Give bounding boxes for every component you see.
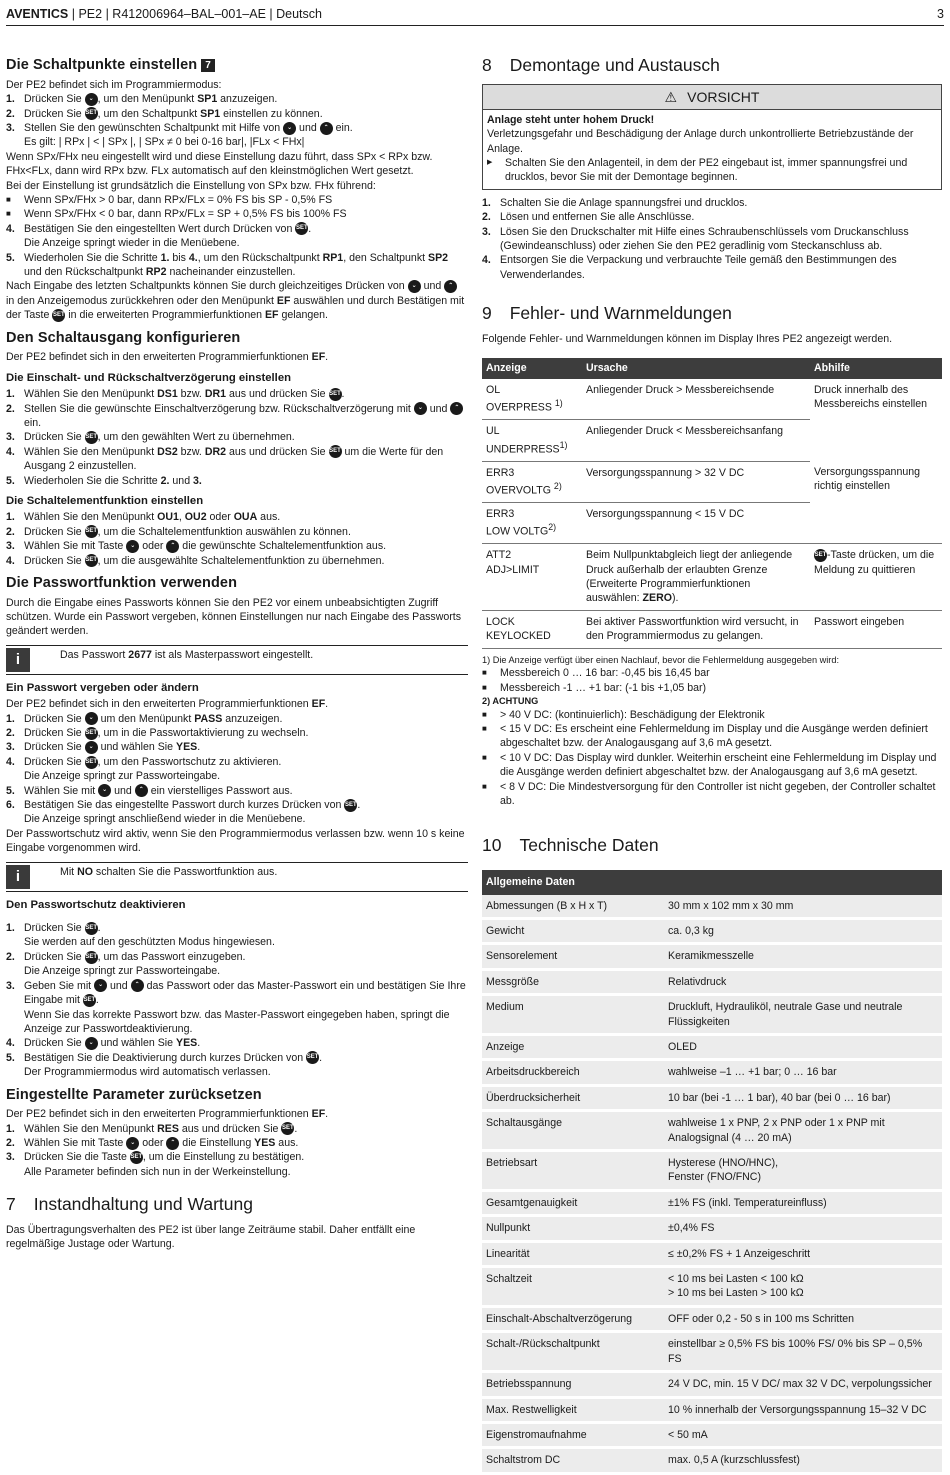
spec-label: Sensorelement xyxy=(482,944,664,969)
list-sub-text: Es gilt: | RPx | < | SPx |, | SPx ≠ 0 bei 0-16 bar|, |FLx < FHx| xyxy=(24,136,305,149)
list-item: 1. Wählen Sie den Menüpunkt RES aus und drücken Sie SET. xyxy=(6,1122,298,1135)
table-row: OL OVERPRESS $^{1)}$ Anliegender Druck > Messbereichsende Druck innerhalb des Messbereichs einstellen xyxy=(482,379,942,420)
chevron-up-icon: ⌃ xyxy=(166,1137,179,1150)
set-icon: SET xyxy=(281,1122,294,1135)
spec-value: 10 bar (bei -1 … 1 bar), 40 bar (bei 0 … 16 bar) xyxy=(664,1085,942,1110)
list-item: 2. Drücken Sie SET, um den Schaltpunkt SP1 einstellen zu können. xyxy=(6,107,323,120)
table-row xyxy=(482,1448,942,1473)
list-sub-text: Der Programmiermodus wird automatisch verlassen. xyxy=(24,1066,271,1079)
list-item: 1. Wählen Sie den Menüpunkt OU1, OU2 oder OUA aus. xyxy=(6,511,281,524)
table-row: LOCK KEYLOCKED Bei aktiver Passwortfunktion wird versucht, in den Programmiermodus zu gelangen. Passwort eingeben xyxy=(482,610,942,648)
list-item: 3. Drücken Sie SET, um den gewählten Wert zu übernehmen. xyxy=(6,431,295,444)
header-doc-info xyxy=(6,6,322,23)
chevron-down-icon: ⌄ xyxy=(85,741,98,754)
spec-value: 30 mm x 102 mm x 30 mm xyxy=(664,895,942,919)
chapter-heading: 9 Fehler- und Warnmeldungen xyxy=(482,303,732,324)
paragraph: Der PE2 befindet sich in den erweiterten Programmierfunktionen EF. xyxy=(6,1108,329,1121)
spec-label: Abmessungen (B x H x T) xyxy=(482,895,664,919)
paragraph: Wenn SPx/FHx neu eingestellt wird und diese Einstellung dazu führt, dass SPx < RPx bzw. FHx<FLx, dann wird RPx bzw. FLx automatisch auf den kleinstmöglichen Wert gesetzt. xyxy=(6,150,433,178)
chevron-down-icon: ⌄ xyxy=(85,712,98,725)
list-item: 4. Entsorgen Sie die Verpackung und verbrauchte Teile gemäß den Bestimmungen des Verwenderlandes. xyxy=(482,254,897,281)
list-item: 2. Stellen Sie die gewünschte Einschaltverzögerung bzw. Rückschaltverzögerung mit ⌄ und ⌃ ein. xyxy=(6,402,468,431)
list-item: 4. Wählen Sie den Menüpunkt DS2 bzw. DR2 aus und drücken Sie SET um die Werte für den Ausgang 2 einzustellen. xyxy=(6,445,444,473)
spec-label: Nullpunkt xyxy=(482,1216,664,1241)
bullet-item: ■ Wenn SPx/FHx < 0 bar, dann RPx/FLx = SP + 0,5% FS bis 100% FS xyxy=(6,208,347,221)
list-item: 2. Wählen Sie mit Taste ⌄ oder ⌃ die Einstellung YES aus. xyxy=(6,1137,299,1150)
table-row xyxy=(482,1372,942,1397)
chevron-up-icon: ⌃ xyxy=(135,784,148,797)
info-icon: i xyxy=(6,865,30,889)
set-icon: SET xyxy=(344,799,357,812)
spec-value: OLED xyxy=(664,1035,942,1060)
spec-value: Keramikmesszelle xyxy=(664,944,942,969)
list-sub-text: Die Anzeige springt wieder in die Menüebene. xyxy=(24,237,240,250)
chapter-heading: 7 Instandhaltung und Wartung xyxy=(6,1194,253,1215)
set-icon: SET xyxy=(85,107,98,120)
chevron-down-icon: ⌄ xyxy=(126,540,139,553)
table-row xyxy=(482,1035,942,1060)
page-header xyxy=(6,6,944,26)
list-item: 1. Drücken Sie SET. xyxy=(6,922,101,935)
list-item: 1. Drücken Sie ⌄ um den Menüpunkt PASS anzuzeigen. xyxy=(6,712,283,725)
list-item: 5. Wählen Sie mit ⌄ und ⌃ ein vierstelliges Passwort aus. xyxy=(6,784,293,797)
list-item: 4. Drücken Sie ⌄ und wählen Sie YES. xyxy=(6,1037,201,1050)
spec-value: ±0,4% FS xyxy=(664,1216,942,1241)
spec-label: Überdrucksicherheit xyxy=(482,1085,664,1110)
spec-value: ca. 0,3 kg xyxy=(664,918,942,943)
spec-value: OFF oder 0,2 - 50 s in 100 ms Schritten xyxy=(664,1306,942,1331)
table-header: Allgemeine Daten xyxy=(482,870,942,894)
paragraph: Der PE2 befindet sich im Programmiermodus: xyxy=(6,78,222,91)
info-note: i Das Passwort 2677 ist als Masterpasswort eingestellt. xyxy=(6,645,468,675)
subsection-heading: Die Schaltelementfunktion einstellen xyxy=(6,494,204,507)
left-column xyxy=(6,34,468,1252)
list-item: 3. Wählen Sie mit Taste ⌄ oder ⌃ die gewünschte Schaltelementfunktion aus. xyxy=(6,540,387,553)
spec-label: Schaltausgänge xyxy=(482,1111,664,1151)
list-item: 6. Bestätigen Sie das eingestellte Passwort durch kurzes Drücken von SET. xyxy=(6,799,361,812)
brand-name: AVENTICS xyxy=(6,7,69,21)
list-item: 4. Drücken Sie SET, um die ausgewählte Schaltelementfunktion zu übernehmen. xyxy=(6,554,385,567)
list-sub-text: Die Anzeige springt zur Passworteingabe. xyxy=(24,965,221,978)
section-heading: Eingestellte Parameter zurücksetzen xyxy=(6,1086,262,1103)
spec-label: Gewicht xyxy=(482,918,664,943)
bullet-item: ■ < 15 V DC: Es erscheint eine Fehlermeldung im Display und die Ausgänge werden definiert abgeschaltet bzw. der Analogausgang auf 3,6 mA gesetzt. xyxy=(482,722,928,750)
bullet-item: ■ Messbereich 0 … 16 bar: -0,45 bis 16,45 bar xyxy=(482,667,710,680)
table-row xyxy=(482,918,942,943)
info-note: i Mit NO schalten Sie die Passwortfunktion aus. xyxy=(6,862,468,892)
subsection-heading: Ein Passwort vergeben oder ändern xyxy=(6,681,199,694)
chevron-up-icon: ⌃ xyxy=(131,979,144,992)
footnote: 2) ACHTUNG xyxy=(482,696,539,707)
spec-label: Messgröße xyxy=(482,969,664,994)
table-row: ERR3 OVERVOLTG $^{2)}$ Versorgungsspannung > 32 V DC Versorgungsspannung richtig einstellen xyxy=(482,461,942,502)
bullet-item: ■ Wenn SPx/FHx > 0 bar, dann RPx/FLx = 0% FS bis SP - 0,5% FS xyxy=(6,193,333,206)
bullet-item: ■ < 8 V DC: Die Mindestversorgung für den Controller ist nicht gegeben, der Controller schaltet ab. xyxy=(482,780,936,807)
warning-bullet: ▶ Schalten Sie den Anlagenteil, in dem der PE2 eingebaut ist, immer spannungsfrei und drucklos, bevor Sie mit der Demontage beginnen. xyxy=(487,157,908,184)
spec-label: Gesamtgenauigkeit xyxy=(482,1190,664,1215)
spec-label: Schaltzeit xyxy=(482,1267,664,1307)
paragraph: Der PE2 befindet sich in den erweiterten Programmierfunktionen EF. xyxy=(6,698,329,711)
list-item: 1. Wählen Sie den Menüpunkt DS1 bzw. DR1 aus und drücken Sie SET. xyxy=(6,388,345,401)
list-item: 3. Drücken Sie ⌄ und wählen Sie YES. xyxy=(6,741,201,754)
chevron-up-icon: ⌃ xyxy=(320,122,333,135)
table-header: Abhilfe xyxy=(810,358,942,378)
bullet-item: ■ > 40 V DC: (kontinuierlich): Beschädigung der Elektronik xyxy=(482,708,765,721)
list-item: 3. Geben Sie mit ⌄ und ⌃ das Passwort oder das Master-Passwort ein und bestätigen Sie Ihre Eingabe mit SET. xyxy=(6,979,466,1007)
chevron-down-icon: ⌄ xyxy=(94,979,107,992)
list-item: 2. Drücken Sie SET, um das Passwort einzugeben. xyxy=(6,950,246,963)
list-item: 5. Bestätigen Sie die Deaktivierung durch kurzes Drücken von SET. xyxy=(6,1051,323,1064)
spec-label: Einschalt-Abschaltverzögerung xyxy=(482,1306,664,1331)
spec-value: ≤ ±0,2% FS + 1 Anzeigeschritt xyxy=(664,1241,942,1266)
list-sub-text: Die Anzeige springt zur Passworteingabe. xyxy=(24,770,221,783)
table-row: ERR3 LOW VOLTG$^{2)}$ Versorgungsspannung < 15 V DC xyxy=(482,502,942,543)
paragraph: Der PE2 befindet sich in den erweiterten Programmierfunktionen EF. xyxy=(6,351,329,364)
table-row xyxy=(482,944,942,969)
spec-value: < 10 ms bei Lasten < 100 kΩ > 10 ms bei Lasten > 100 kΩ xyxy=(664,1267,942,1307)
spec-label: Schalt-/Rückschaltpunkt xyxy=(482,1332,664,1372)
section-heading: Die Schaltpunkte einstellen 7 xyxy=(6,56,468,76)
list-sub-text: Sie werden auf den geschützten Modus hingewiesen. xyxy=(24,936,275,949)
set-icon: SET xyxy=(295,222,308,235)
set-icon: SET xyxy=(130,1151,143,1164)
page-number: 3 xyxy=(937,7,944,21)
error-table xyxy=(482,358,942,648)
set-icon: SET xyxy=(814,549,827,562)
set-icon: SET xyxy=(85,922,98,935)
spec-label: Arbeitsdruckbereich xyxy=(482,1060,664,1085)
table-header: Ursache xyxy=(582,358,810,378)
spec-label: Eigenstromaufnahme xyxy=(482,1422,664,1447)
doc-reference: | PE2 | R412006964–BAL–001–AE | Deutsch xyxy=(68,7,322,21)
paragraph: Der Passwortschutz wird aktiv, wenn Sie den Programmiermodus verlassen bzw. wenn 10 s keine Eingabe vorgenommen wird. xyxy=(6,827,465,855)
list-item: 3. Lösen Sie den Druckschalter mit Hilfe eines Schraubenschlüssels vom Druckanschluss (Gewindeanschluss) oder ziehen Sie den PE2 geradlinig vom Steckanschluss ab. xyxy=(482,225,909,253)
table-row xyxy=(482,1332,942,1372)
table-row xyxy=(482,1306,942,1331)
set-icon: SET xyxy=(85,756,98,769)
table-row xyxy=(482,1267,942,1307)
table-row xyxy=(482,1422,942,1447)
spec-label: Max. Restwelligkeit xyxy=(482,1397,664,1422)
section-heading: Die Passwortfunktion verwenden xyxy=(6,574,238,591)
table-row xyxy=(482,1216,942,1241)
paragraph: Bei der Einstellung ist grundsätzlich die Einstellung von SPx bzw. FHx führend: xyxy=(6,179,376,192)
spec-value: wahlweise 1 x PNP, 2 x PNP oder 1 x PNP mit Analogsignal (4 … 20 mA) xyxy=(664,1111,942,1151)
list-item: 2. Drücken Sie SET, um die Schaltelementfunktion auswählen zu können. xyxy=(6,525,351,538)
list-sub-text: Wenn Sie das korrekte Passwort bzw. das Master-Passwort eingegeben haben, springt die Anzeige zur Passwortdeaktivierung. xyxy=(24,1008,450,1035)
bullet-item: ■ Messbereich -1 … +1 bar: (-1 bis +1,05 bar) xyxy=(482,681,707,694)
spec-label: Anzeige xyxy=(482,1035,664,1060)
table-row xyxy=(482,1190,942,1215)
subsection-heading: Den Passwortschutz deaktivieren xyxy=(6,898,186,911)
table-row: ATT2 ADJ>LIMIT Beim Nullpunktabgleich liegt der anliegende Druck außerhalb der erlaubten Grenze (Erweiterte Programmierfunktionen auswählen: ZERO). SET-Taste drücken, um die Meldung zu quittieren xyxy=(482,544,942,611)
spec-value: 10 % innerhalb der Versorgungsspannung 15–32 V DC xyxy=(664,1397,942,1422)
chevron-up-icon: ⌃ xyxy=(166,540,179,553)
set-icon: SET xyxy=(83,994,96,1007)
spec-value: Hysterese (HNO/HNC), Fenster (FNO/FNC) xyxy=(664,1151,942,1191)
set-icon: SET xyxy=(85,431,98,444)
subsection-heading: Die Einschalt- und Rückschaltverzögerung einstellen xyxy=(6,371,291,384)
spec-label: Linearität xyxy=(482,1241,664,1266)
table-row xyxy=(482,969,942,994)
table-row xyxy=(482,1111,942,1151)
table-row xyxy=(482,1241,942,1266)
figure-badge: 7 xyxy=(201,59,215,72)
table-row xyxy=(482,995,942,1035)
chevron-down-icon: ⌄ xyxy=(85,93,98,106)
chevron-down-icon: ⌄ xyxy=(98,784,111,797)
chevron-down-icon: ⌄ xyxy=(414,402,427,415)
set-icon: SET xyxy=(85,525,98,538)
paragraph: Folgende Fehler- und Warnmeldungen können im Display Ihres PE2 angezeigt werden. xyxy=(482,333,893,346)
set-icon: SET xyxy=(329,445,342,458)
bullet-item: ■ < 10 V DC: Das Display wird dunkler. Weiterhin erscheint eine Fehlermeldung im Display und die Ausgänge werden definiert abgeschaltet bzw. der Analogausgang auf 3,6 mA gesetzt. xyxy=(482,751,937,779)
warning-box xyxy=(482,84,942,190)
info-icon: i xyxy=(6,648,30,672)
warning-title: Anlage steht unter hohem Druck! xyxy=(487,113,655,126)
table-row xyxy=(482,1085,942,1110)
table-row: UL UNDERPRESS$^{1)}$ Anliegender Druck < Messbereichsanfang xyxy=(482,420,942,461)
chevron-down-icon: ⌄ xyxy=(85,1037,98,1050)
paragraph: Das Übertragungsverhalten des PE2 ist über lange Zeiträume stabil. Daher entfällt eine regelmäßige Justage oder Wartung. xyxy=(6,1224,416,1251)
set-icon: SET xyxy=(85,951,98,964)
table-row xyxy=(482,895,942,919)
warning-triangle-icon: ⚠ xyxy=(664,88,678,105)
list-sub-text: Die Anzeige springt anschließend wieder in die Menüebene. xyxy=(24,813,306,826)
warning-header: ⚠ VORSICHT xyxy=(483,85,941,110)
set-icon: SET xyxy=(85,554,98,567)
right-column xyxy=(482,34,942,1475)
spec-value: wahlweise –1 … +1 bar; 0 … 16 bar xyxy=(664,1060,942,1085)
list-item: 5. Wiederholen Sie die Schritte 2. und 3. xyxy=(6,474,202,487)
footnote: 1) Die Anzeige verfügt über einen Nachlauf, bevor die Fehlermeldung ausgegeben wird: xyxy=(482,654,840,665)
list-item: 2. Drücken Sie SET, um in die Passwortaktivierung zu wechseln. xyxy=(6,727,309,740)
spec-label: Schaltstrom DC xyxy=(482,1448,664,1473)
chevron-up-icon: ⌃ xyxy=(444,280,457,293)
list-item: 4. Drücken Sie SET, um den Passwortschutz zu aktivieren. xyxy=(6,755,282,768)
section-heading: Den Schaltausgang konfigurieren xyxy=(6,329,241,346)
set-icon: SET xyxy=(52,309,65,322)
spec-value: < 50 mA xyxy=(664,1422,942,1447)
spec-value: Druckluft, Hydrauliköl, neutrale Gase und neutrale Flüssigkeiten xyxy=(664,995,942,1035)
chapter-heading: 10 Technische Daten xyxy=(482,835,659,856)
table-row xyxy=(482,1060,942,1085)
chevron-up-icon: ⌃ xyxy=(450,402,463,415)
table-row xyxy=(482,1397,942,1422)
spec-value: max. 0,5 A (kurzschlussfest) xyxy=(664,1448,942,1473)
spec-value: Relativdruck xyxy=(664,969,942,994)
spec-label: Betriebsart xyxy=(482,1151,664,1191)
list-item: 3. Stellen Sie den gewünschten Schaltpunkt mit Hilfe von ⌄ und ⌃ ein. xyxy=(6,121,353,134)
table-row xyxy=(482,1151,942,1191)
spec-label: Medium xyxy=(482,995,664,1035)
list-sub-text: Alle Parameter befinden sich nun in der Werkeinstellung. xyxy=(24,1165,291,1178)
chevron-down-icon: ⌄ xyxy=(283,122,296,135)
list-item: 1. Schalten Sie die Anlage spannungsfrei und drucklos. xyxy=(482,196,748,209)
paragraph: Durch die Eingabe eines Passworts können Sie den PE2 vor einem unbeabsichtigten Zugriff schützen. Wurde ein Passwort vergeben, können Einstellungen nur nach Eingabe des Passworts geändert werden. xyxy=(6,596,462,638)
list-item: 4. Bestätigen Sie den eingestellten Wert durch Drücken von SET. xyxy=(6,222,312,235)
table-header: Anzeige xyxy=(482,358,582,378)
set-icon: SET xyxy=(329,388,342,401)
spec-value: ±1% FS (inkl. Temperatureinfluss) xyxy=(664,1190,942,1215)
list-item: 5. Wiederholen Sie die Schritte 1. bis 4., um den Rückschaltpunkt RP1, den Schaltpunkt SP2 und den Rückschaltpunkt RP2 nacheinander einzustellen. xyxy=(6,251,449,278)
technical-data-table xyxy=(482,870,942,1475)
list-item: 1. Drücken Sie ⌄ , um den Menüpunkt SP1 anzuzeigen. xyxy=(6,93,278,106)
spec-value: 24 V DC, min. 15 V DC/ max 32 V DC, verpolungssicher xyxy=(664,1372,942,1397)
chapter-heading: 8 Demontage und Austausch xyxy=(482,55,720,75)
spec-value: einstellbar ≥ 0,5% FS bis 100% FS/ 0% bis SP – 0,5% FS xyxy=(664,1332,942,1372)
warning-text: Verletzungsgefahr und Beschädigung der Anlage durch unkontrollierte Betriebzustände der Anlage. xyxy=(487,128,914,155)
chevron-down-icon: ⌄ xyxy=(126,1137,139,1150)
set-icon: SET xyxy=(306,1051,319,1064)
list-item: 3. Drücken Sie die Taste SET, um die Einstellung zu bestätigen. xyxy=(6,1151,305,1164)
paragraph: Nach Eingabe des letzten Schaltpunkts können Sie durch gleichzeitiges Drücken von ⌄ und ⌃ in den Anzeigemodus zurückkehren oder den Menüpunkt EF auswählen und durch Bestätigen mit der Taste SET in die erweiterten Programmierfunktionen EF gelangen. xyxy=(6,280,465,322)
chevron-down-icon: ⌄ xyxy=(408,280,421,293)
set-icon: SET xyxy=(85,727,98,740)
spec-label: Betriebsspannung xyxy=(482,1372,664,1397)
list-item: 2. Lösen und entfernen Sie alle Anschlüsse. xyxy=(482,211,695,224)
